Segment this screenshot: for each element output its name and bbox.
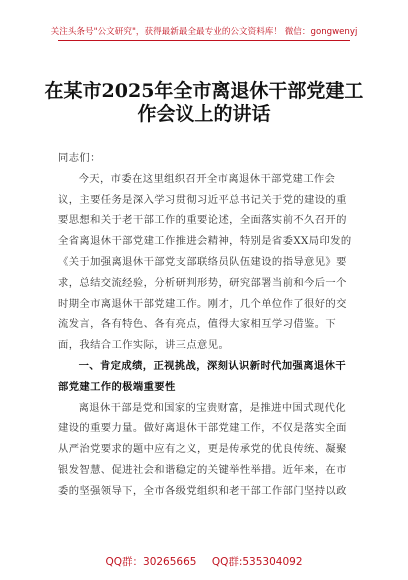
body-paragraph: 今天，市委在这里组织召开全市离退休干部党建工作会议，主要任务是深入学习贯彻习近平总书记关于党的建设的重要思想和关于老干部工作的重要论述，全面落实前不久召开的全省离退休干部党建工作推进会精神，特别是省委XX局印发的《关于加强离退休干部党支部联络员队伍建设的指导意见》要求，总结交流经验，分析研判形势，研究部署当前和今后一个时期全市离退休干部党建工作。刚才，几个单位作了很好的交流发言，各有特色、各有亮点，值得大家相互学习借鉴。下面，我结合工作实际，讲三点意见。 bbox=[58, 172, 352, 352]
footer-qq-group-2: QQ群:535304092 bbox=[211, 556, 303, 568]
document-title: 在某市2025年全市离退休干部党建工作会议上的讲话 bbox=[44, 80, 364, 125]
header-banner: 关注头条号"公文研究"，获得最新最全最专业的公文资料库！ 微信：gongwenyj bbox=[50, 27, 358, 37]
header-divider bbox=[58, 40, 350, 41]
section-paragraph: 离退休干部是党和国家的宝贵财富，是推进中国式现代化建设的重要力量。做好离退休干部党建工作，不仅是落实全面从严治党要求的题中应有之义，更是传承党的优良传统、凝聚银发智慧、促进社会和谐稳定的关键举性举措。近年来，在市委的坚强领导下，全市各级党组织和老干部工作部门坚持以政 bbox=[58, 401, 347, 497]
section-heading: 一、肯定成绩，正视挑战，深刻认识新时代加强离退休干部党建工作的极端重要性 bbox=[58, 359, 347, 393]
footer-qq-group-1: QQ群：30265665 bbox=[105, 556, 197, 568]
document-body bbox=[58, 148, 356, 502]
salutation: 同志们： bbox=[58, 152, 101, 164]
footer-contacts bbox=[0, 554, 408, 569]
